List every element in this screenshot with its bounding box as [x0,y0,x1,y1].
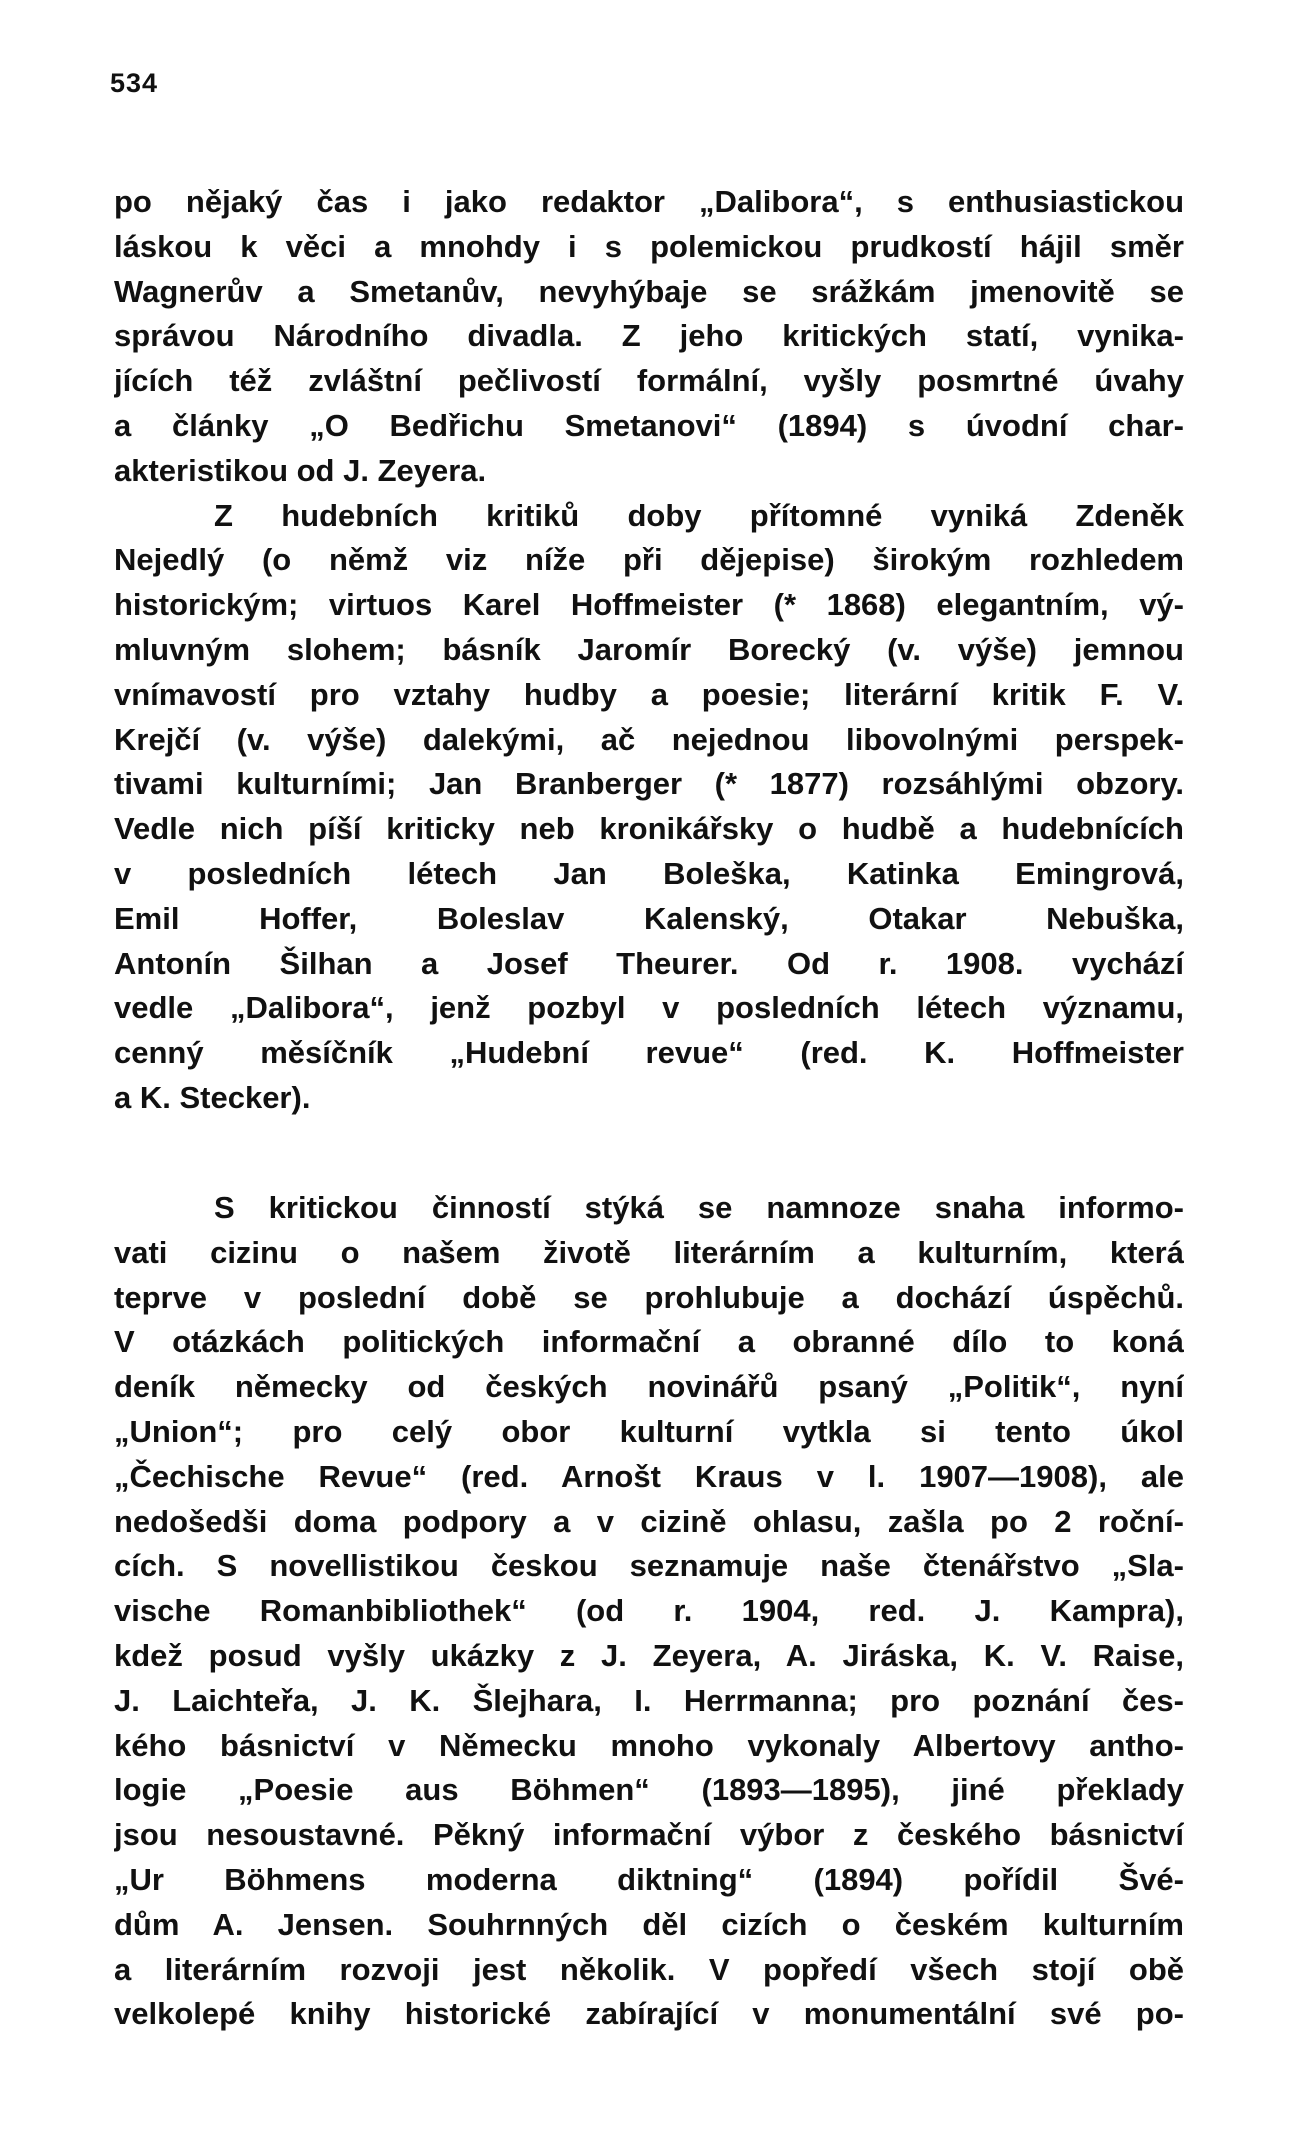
text-line: Vedle nich píší kriticky neb kronikářsky o hudbě a hudebnících [114,811,1184,847]
text-line: jsou nesoustavné. Pěkný informační výbor z českého básnictví [114,1817,1184,1853]
text-line: J. Laichteřa, J. K. Šlejhara, I. Herrmanna; pro poznání čes- [114,1682,1184,1718]
text-line: kého básnictví v Německu mnoho vykonaly Albertovy antho- [114,1727,1184,1763]
text-line: kdež posud vyšly ukázky z J. Zeyera, A. Jiráska, K. V. Raise, [114,1637,1184,1673]
text-line: logie „Poesie aus Böhmen“ (1893—1895), jiné překlady [114,1772,1184,1808]
text-line: teprve v poslední době se prohlubuje a dochází úspěchů. [114,1279,1184,1315]
text-line: V otázkách politických informační a obranné dílo to koná [114,1324,1184,1360]
text-line: Nejedlý (o němž viz níže při dějepise) širokým rozhledem [114,542,1184,578]
text-line: S kritickou činností stýká se namnoze snaha informo- [214,1190,1184,1225]
text-line: „Union“; pro celý obor kulturní vytkla si tento úkol [114,1413,1184,1449]
page-number: 534 [110,68,159,98]
text-line: cenný měsíčník „Hudební revue“ (red. K. Hoffmeister [114,1035,1184,1071]
text-line: vische Romanbibliothek“ (od r. 1904, red. J. Kampra), [114,1593,1184,1629]
paragraph-foreign-information [114,1186,1184,2037]
text-line: Wagnerův a Smetanův, nevyhýbaje se srážkám jmenovitě se [114,273,1184,309]
text-line: vati cizinu o našem životě literárním a kulturním, která [114,1234,1184,1270]
text-line: v posledních létech Jan Boleška, Katinka Emingrová, [114,855,1184,891]
text-line: tivami kulturními; Jan Branberger (* 1877) rozsáhlými obzory. [114,766,1184,802]
text-line: a literárním rozvoji jest několik. V popředí všech stojí obě [114,1951,1184,1987]
text-line: historickým; virtuos Karel Hoffmeister (* 1868) elegantním, vý- [114,587,1184,623]
text-line: jících též zvláštní pečlivostí formální, vyšly posmrtné úvahy [114,363,1184,399]
text-line: vnímavostí pro vztahy hudby a poesie; literární kritik F. V. [114,676,1184,712]
text-line: „Ur Böhmens moderna diktning“ (1894) pořídil Švé- [114,1861,1184,1897]
text-line: nedošedši doma podpory a v cizině ohlasu, zašla po 2 roční- [114,1503,1184,1539]
paragraph-music-critics [114,180,1184,1121]
text-line: láskou k věci a mnohdy i s polemickou prudkostí hájil směr [114,228,1184,264]
text-line: a články „O Bedřichu Smetanovi“ (1894) s úvodní char- [114,407,1184,443]
text-line: „Čechische Revue“ (red. Arnošt Kraus v l. 1907—1908), ale [114,1458,1184,1494]
text-line: dům A. Jensen. Souhrnných děl cizích o českém kulturním [114,1906,1184,1942]
text-line: a K. Stecker). [114,1079,311,1115]
text-line: velkolepé knihy historické zabírající v monumentální své po- [114,1996,1184,2032]
text-line: mluvným slohem; básník Jaromír Borecký (v. výše) jemnou [114,631,1184,667]
text-line: vedle „Dalibora“, jenž pozbyl v posledních létech významu, [114,990,1184,1026]
text-line: Krejčí (v. výše) dalekými, ač nejednou libovolnými perspek- [114,721,1184,757]
text-line: Antonín Šilhan a Josef Theurer. Od r. 1908. vychází [114,945,1184,981]
text-line: po nějaký čas i jako redaktor „Dalibora“, s enthusiastickou [114,184,1184,219]
text-line: Emil Hoffer, Boleslav Kalenský, Otakar Nebuška, [114,900,1184,936]
text-line: cích. S novellistikou českou seznamuje naše čtenářstvo „Sla- [114,1548,1184,1584]
text-line: Z hudebních kritiků doby přítomné vyniká Zdeněk [214,497,1184,533]
text-line: akteristikou od J. Zeyera. [114,452,487,488]
text-line: deník německy od českých novinářů psaný „Politik“, nyní [114,1369,1184,1405]
text-line: správou Národního divadla. Z jeho kritických statí, vynika- [114,318,1184,354]
